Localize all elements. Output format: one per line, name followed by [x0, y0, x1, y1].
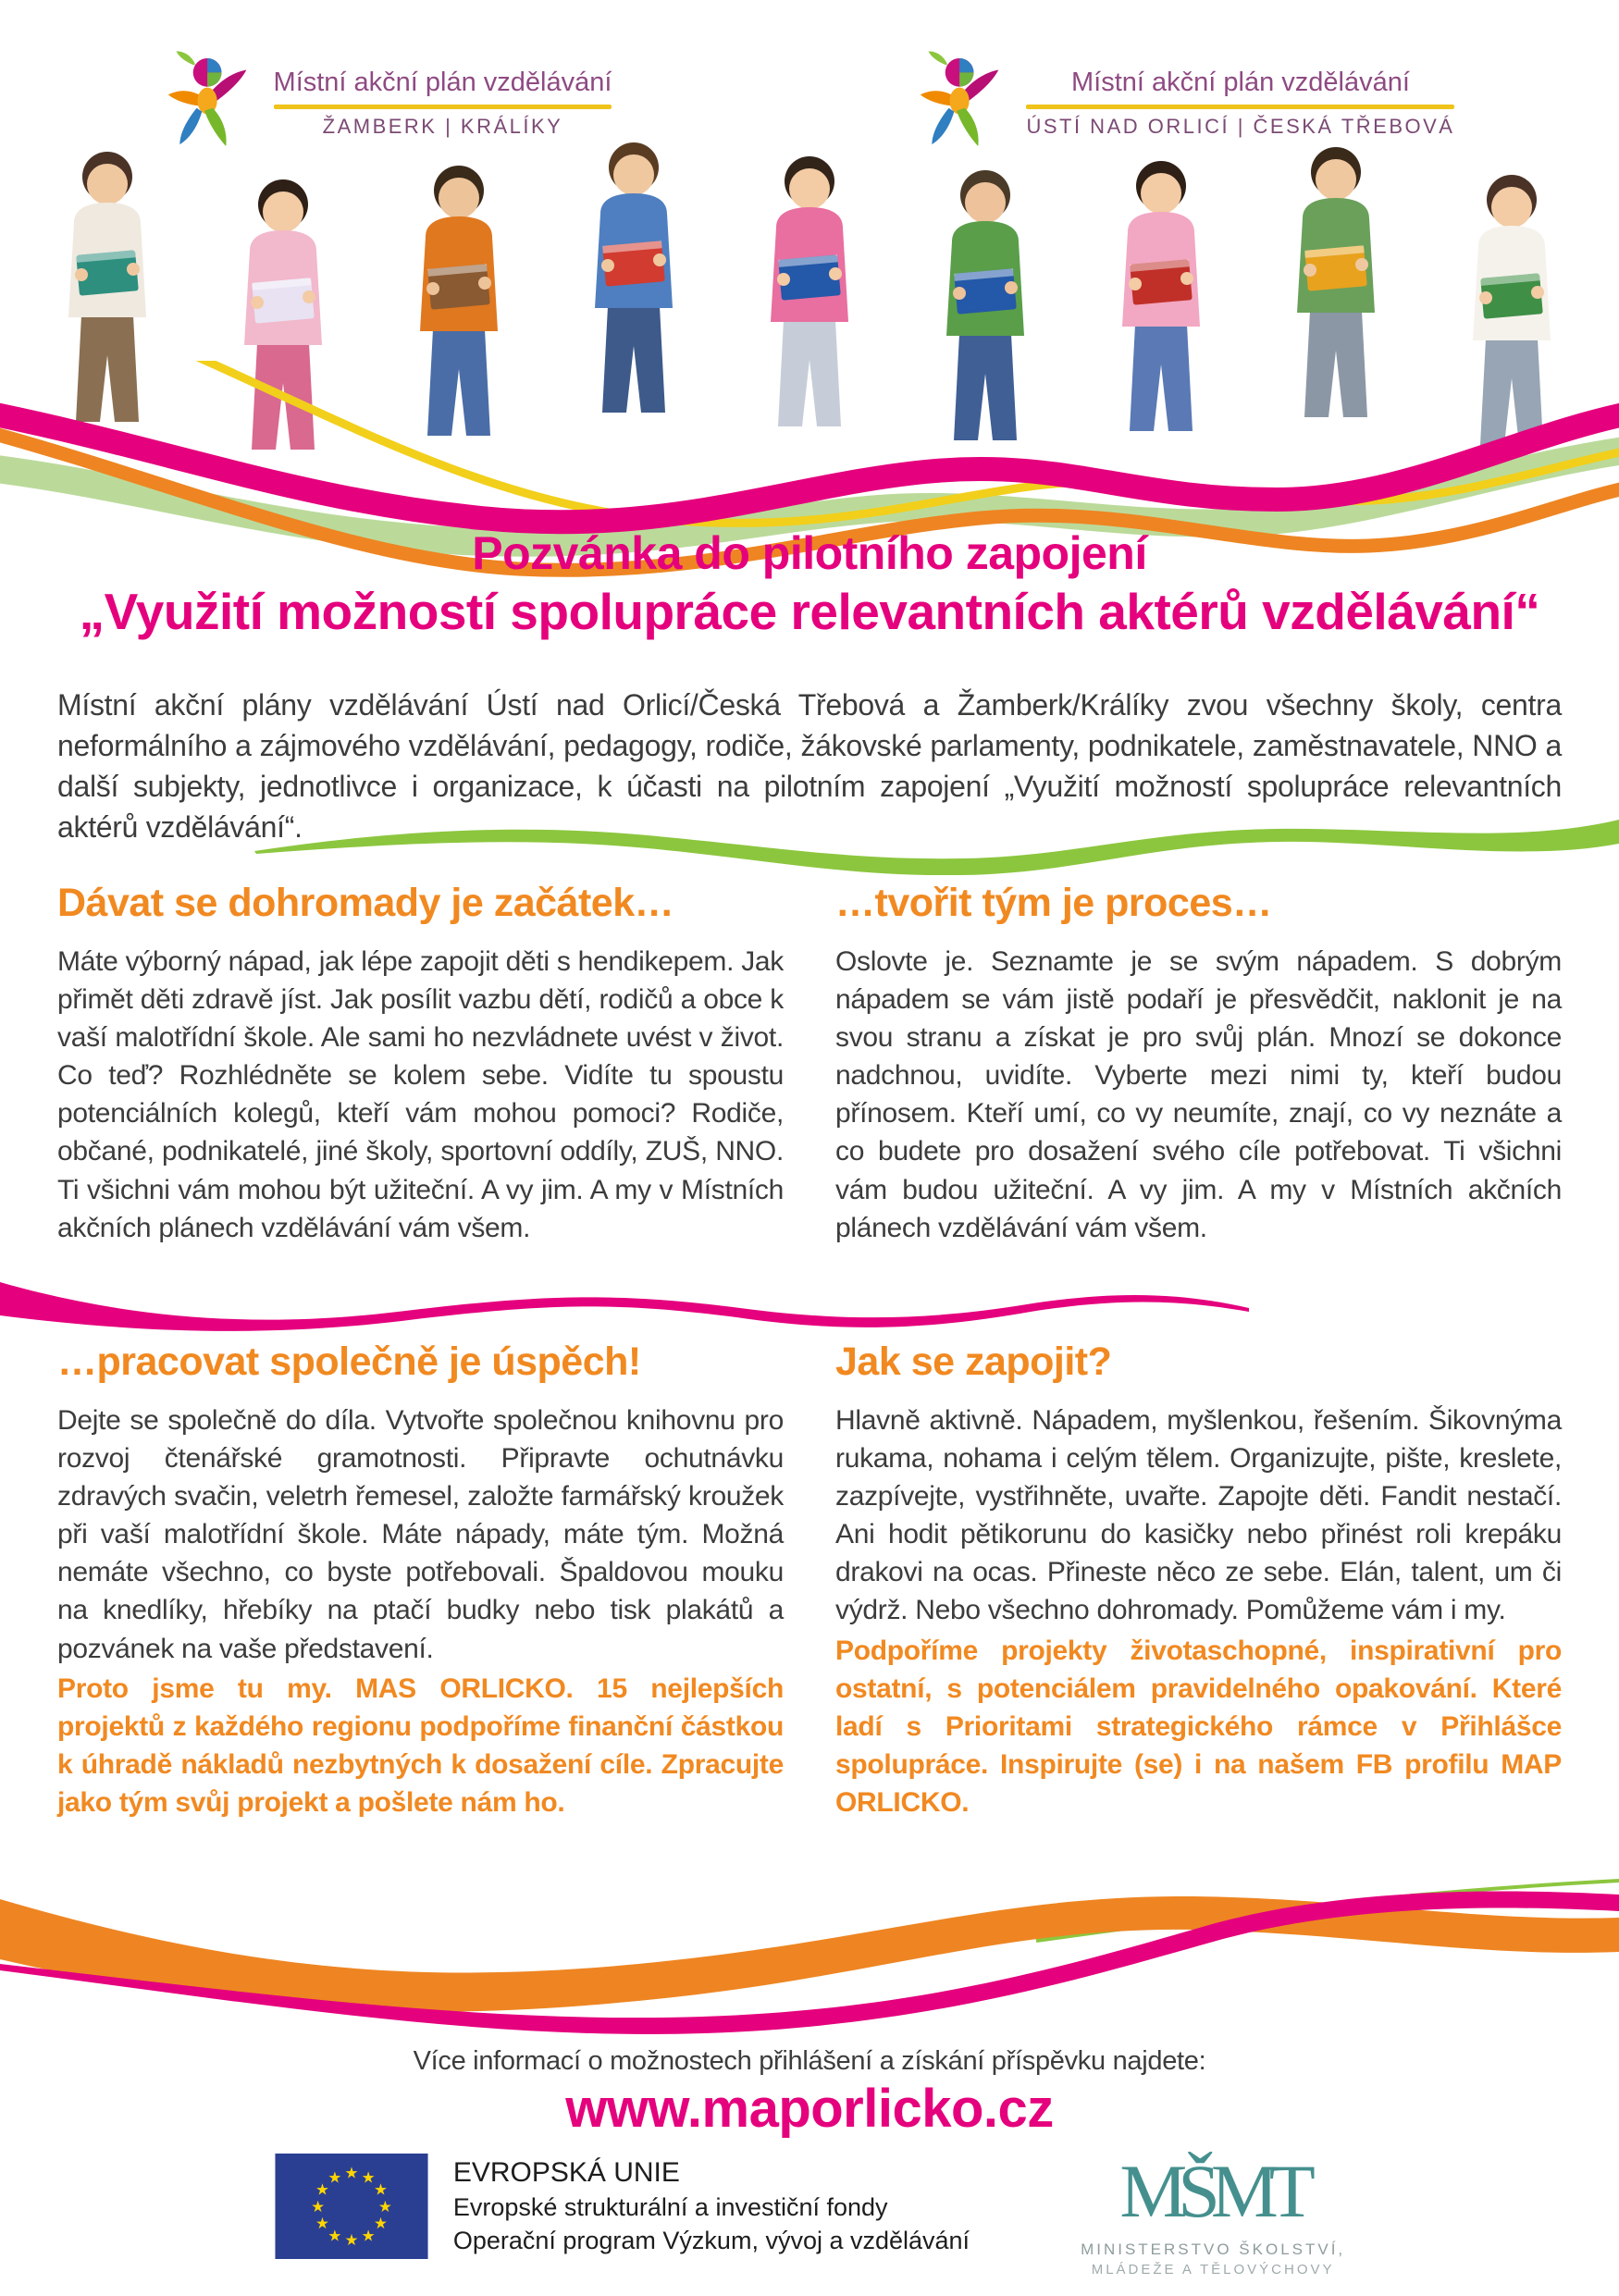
section-column-2 — [835, 881, 1562, 1247]
section-column-3 — [57, 1339, 784, 1821]
header-logos — [0, 48, 1619, 157]
svg-text:★: ★ — [344, 2231, 359, 2250]
section-heading: Dávat se dohromady je začátek… — [57, 881, 674, 925]
section-body: Dejte se společně do díla. Vytvořte společnou knihovnu pro rozvoj čtenářské gramotnosti. Připravte ochutnávku zdravých svačin, veletrh řemesel, založte farmářský kroužek při vaší malotřídní škole. Máte nápady, máte tým. Možná nemáte všechno, co byste potřebovali. Špaldovou mouku na knedlíky, hřebíky na ptačí budky nebo tisk plakátů a pozvánek na vaše představení. — [57, 1405, 784, 1664]
section-highlight: Proto jsme tu my. MAS ORLICKO. 15 nejlepších projektů z každého regionu podpoříme finanční částkou k úhradě nákladů nezbytných k dosažení cíle. Zpracujte jako tým svůj projekt a pošlete nám ho. — [57, 1673, 784, 1818]
section-column-4 — [835, 1339, 1562, 1821]
poster-title-line1: Pozvánka do pilotního zapojení — [472, 527, 1147, 579]
section-column-1 — [57, 881, 784, 1247]
map-logo-underline — [1026, 105, 1454, 109]
msmt-name-line2: MLÁDEŽE A TĚLOVÝCHOVY — [1091, 2261, 1335, 2277]
section-body: Oslovte je. Seznamte je se svým nápadem. S dobrým nápadem se vám jistě podaří je přesvědčit, naklonit je na svou stranu a získat je pro svůj plán. Mnozí se dokonce nadchnou, uvidíte. Vyberte mezi nimi ty, kteří budou přínosem. Kteří umí, co vy neumíte, znají, co vy neznáte a co budete pro dosažení svého cíle potřebovat. Ti všichni vám budou užiteční. A vy jim. A my v Místních akčních plánech vzdělávání vám všem. — [835, 946, 1562, 1243]
bottom-waves-graphic — [0, 1876, 1619, 2038]
svg-text:★: ★ — [315, 2215, 329, 2233]
svg-text:★: ★ — [361, 2227, 376, 2245]
svg-text:★: ★ — [377, 2197, 392, 2216]
sections-row-2 — [57, 1339, 1562, 1821]
svg-text:★: ★ — [315, 2180, 329, 2199]
section-highlight: Podpoříme projekty životaschopné, inspirativní pro ostatní, s potenciálem pravidelného opakování. Které ladí s Prioritami strategického rámce v Přihlášce spolupráce. Inspirujte (se) i na našem FB profilu MAP ORLICKO. — [835, 1635, 1562, 1818]
svg-text:★: ★ — [328, 2168, 342, 2187]
sections-row-1 — [57, 881, 1562, 1247]
section-body: Máte výborný nápad, jak lépe zapojit děti s hendikepem. Jak přimět děti zdravě jíst. Jak posílit vazbu dětí, rodičů a obce k vaší malotřídní škole. Ale sami ho nezvládnete uvést v život. Co teď? Rozhlédněte se kolem sebe. Vidíte tu spoustu potenciálních kolegů, kteří vám mohou pomoci? Rodiče, občané, podnikatelé, jiné školy, sportovní oddíly, ZUŠ, NNO. Ti všichni vám mohou být užiteční. A vy jim. A my v Místních akčních plánech vzdělávání vám všem. — [57, 946, 784, 1243]
svg-text:★: ★ — [328, 2227, 342, 2245]
eu-text-line3: Operační program Výzkum, vývoj a vzdělávání — [452, 2227, 970, 2254]
section-body: Hlavně aktivně. Nápadem, myšlenkou, řešením. Šikovnýma rukama, nohama i celým tělem. Organizujte, pište, kreslete, zazpívejte, vystřihněte, uvařte. Zapojte děti. Fandit nestačí. Ani hodit pětikorunu do kasičky nebo přinést roli krepáku drakovi na ocas. Přineste něco ze sebe. Elán, talent, um či výdrž. Nebo všechno dohromady. Pomůžeme vám i my. — [835, 1405, 1562, 1626]
eu-text-line2: Evropské strukturální a investiční fondy — [452, 2193, 888, 2221]
map-logo-subtitle: ÚSTÍ NAD ORLICÍ | ČESKÁ TŘEBOVÁ — [1026, 114, 1455, 138]
map-logo-subtitle: ŽAMBERK | KRÁLÍKY — [322, 114, 563, 138]
svg-text:★: ★ — [344, 2164, 359, 2182]
map-logo-title: Místní akční plán vzdělávání — [273, 67, 612, 97]
section-heading: …tvořit tým je proces… — [835, 881, 1272, 925]
eu-logo-block — [274, 2154, 970, 2259]
website-url: www.maporlicko.cz — [565, 2079, 1054, 2139]
msmt-monogram: MŠMT — [1119, 2149, 1306, 2233]
section-heading: …pracovat společně je úspěch! — [57, 1339, 641, 1384]
intro-paragraph: Místní akční plány vzdělávání Ústí nad Orlicí/Česká Třebová a Žamberk/Králíky zvou všechny školy, centra neformálního a zájmového vzdělávání, pedagogy, rodiče, žákovské parlamenty, podnikatele, zaměstnavatele, NNO a další subjekty, jednotlivce i organizace, k účasti na pilotním zapojení „Využití možností spolupráce relevantních aktérů vzdělávání“. — [57, 688, 1562, 845]
eu-text-block — [453, 2154, 970, 2255]
person-figure-icon — [165, 48, 253, 157]
pink-wave-divider — [0, 1280, 1619, 1336]
msmt-logo — [1081, 2149, 1346, 2277]
map-logo-left — [165, 48, 612, 157]
poster-title — [0, 527, 1619, 642]
msmt-name-line1: MINISTERSTVO ŠKOLSTVÍ, — [1081, 2240, 1346, 2258]
svg-text:★: ★ — [361, 2168, 376, 2187]
footer-info-text: Více informací o možnostech přihlášení a získání příspěvku najdete: — [413, 2046, 1206, 2076]
person-figure-icon — [917, 48, 1006, 157]
poster-title-line2: „Využití možností spolupráce relevantních aktérů vzdělávání“ — [79, 582, 1540, 640]
eu-flag-icon — [274, 2154, 429, 2259]
map-logo-underline — [274, 105, 612, 109]
map-logo-title: Místní akční plán vzdělávání — [1071, 67, 1410, 97]
footer-logos — [0, 2149, 1619, 2277]
svg-text:★: ★ — [373, 2180, 388, 2199]
eu-text-line1: EVROPSKÁ UNIE — [452, 2157, 680, 2188]
map-logo-right — [917, 48, 1454, 157]
section-heading: Jak se zapojit? — [835, 1339, 1112, 1384]
svg-text:★: ★ — [310, 2197, 325, 2216]
svg-text:★: ★ — [373, 2215, 388, 2233]
